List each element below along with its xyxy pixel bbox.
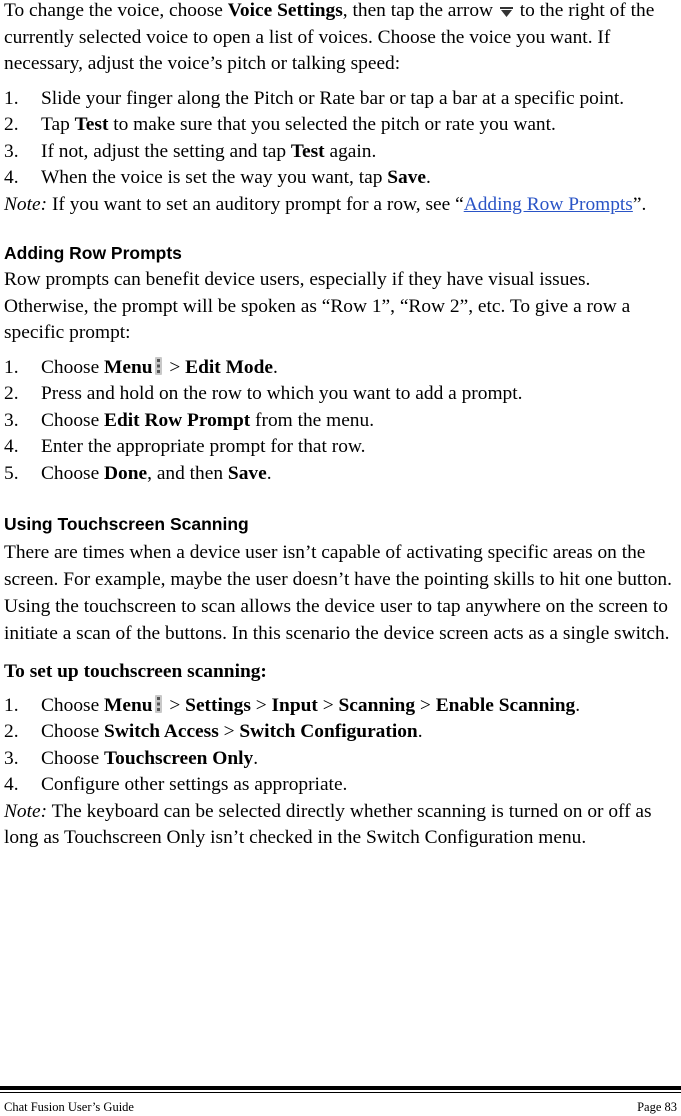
footer-divider	[0, 1086, 681, 1090]
section-heading-touchscreen: Using Touchscreen Scanning	[4, 514, 249, 534]
menu-icon	[155, 695, 162, 713]
down-arrow-icon	[500, 7, 513, 17]
list-item: 2. Press and hold on the row to which you want to add a prompt.	[4, 383, 523, 404]
section-heading-row-prompts: Adding Row Prompts	[4, 243, 182, 263]
footer-divider-thin	[0, 1092, 681, 1093]
adding-row-prompts-link[interactable]: Adding Row Prompts	[463, 193, 633, 215]
list-item: 4. Configure other settings as appropriate.	[4, 774, 348, 795]
list-item: 1. Choose Menu > Settings > Input > Scanning > Enable Scanning.	[4, 694, 581, 716]
voice-steps-list	[4, 86, 678, 192]
row-prompts-paragraph: Row prompts can benefit device users, especially if they have visual issues. Otherwise, the prompt will be spoken as “Row 1”, “Row 2”, etc. To give a row a specific prompt:	[4, 269, 631, 343]
touchscreen-subheading: To set up touchscreen scanning:	[4, 661, 267, 682]
touchscreen-paragraph: There are times when a device user isn’t capable of activating specific areas on the screen. For example, maybe the user doesn’t have the pointing skills to hit one button. Using the touchscreen to scan allows the device user to tap anywhere on the screen to initiate a scan of the buttons. In this scenario the device screen acts as a single switch.	[4, 542, 672, 644]
list-item: 5. Choose Done, and then Save.	[4, 462, 272, 484]
list-item: 3. Choose Touchscreen Only.	[4, 747, 259, 769]
intro-paragraph: To change the voice, choose Voice Settings, then tap the arrow to the right of the currently selected voice to open a list of voices. Choose the voice you want. If necessary, adjust the voice’s pitch or talking speed:	[4, 0, 655, 74]
list-item: 1. Choose Menu > Edit Mode.	[4, 356, 278, 378]
page-number: Page 83	[637, 1100, 677, 1114]
row-prompts-steps-list	[4, 355, 678, 488]
list-item: 4. Enter the appropriate prompt for that row.	[4, 436, 366, 457]
list-item: 4. When the voice is set the way you want, tap Save.	[4, 167, 431, 188]
list-item: 1. Slide your finger along the Pitch or Rate bar or tap a bar at a specific point.	[4, 87, 625, 109]
page-footer	[4, 1100, 677, 1114]
menu-icon	[155, 357, 162, 375]
list-item: 3. Choose Edit Row Prompt from the menu.	[4, 409, 375, 431]
note-paragraph: Note: The keyboard can be selected directly whether scanning is turned on or off as long as Touchscreen Only isn’t checked in the Switch Configuration menu.	[4, 800, 652, 848]
list-item: 2. Choose Switch Access > Switch Configuration.	[4, 721, 423, 742]
document-page	[4, 0, 678, 852]
footer-title: Chat Fusion User’s Guide	[4, 1100, 134, 1114]
list-item: 2. Tap Test to make sure that you selected the pitch or rate you want.	[4, 114, 556, 135]
list-item: 3. If not, adjust the setting and tap Test again.	[4, 140, 377, 162]
voice-settings-term: Voice Settings	[227, 0, 343, 21]
note-paragraph: Note: If you want to set an auditory prompt for a row, see “Adding Row Prompts”.	[4, 193, 647, 215]
touchscreen-steps-list	[4, 693, 678, 799]
